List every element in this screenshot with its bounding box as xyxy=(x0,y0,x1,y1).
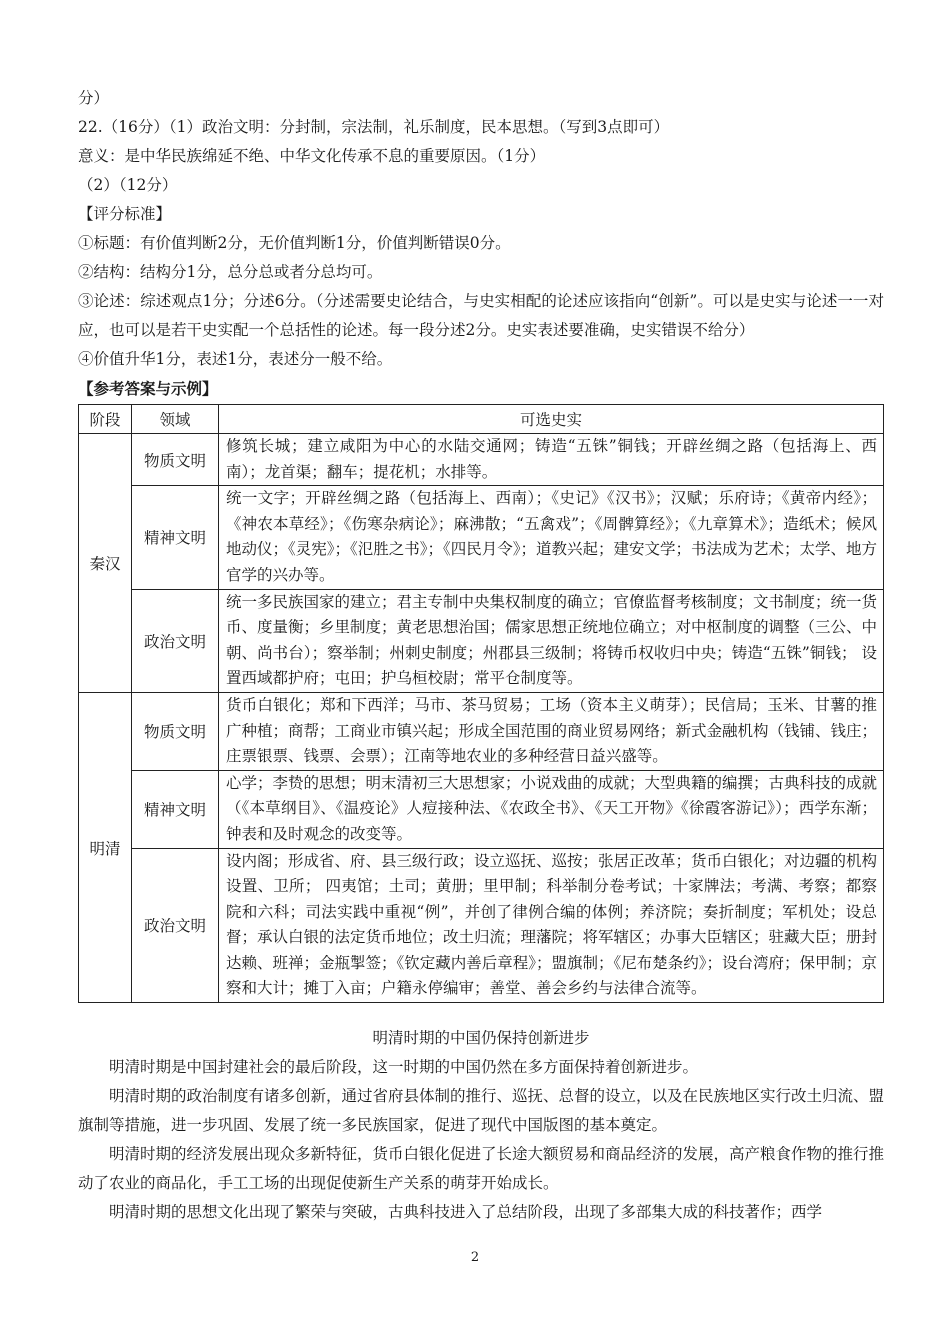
document-body xyxy=(78,84,884,1227)
table-row xyxy=(79,770,884,848)
field-cell: 物质文明 xyxy=(132,434,219,486)
field-cell: 精神文明 xyxy=(132,770,219,848)
essay-paragraph: 明清时期的思想文化出现了繁荣与突破，古典科技进入了总结阶段，出现了多部集大成的科技著作；西学 xyxy=(109,1203,823,1222)
table-row xyxy=(79,692,884,770)
stage-cell-mingqing: 明清 xyxy=(79,692,132,1002)
table-row xyxy=(79,434,884,486)
criterion-title: ①标题：有价值判断2分，无价值判断1分，价值判断错误0分。 xyxy=(78,234,511,252)
facts-cell: 货币白银化；郑和下西洋；马市、茶马贸易；工场（资本主义萌芽）；民信局；玉米、甘薯的推广种植；商帮；工商业市镇兴起；形成全国范围的商业贸易网络；新式金融机构（钱铺、钱庄；庄票银票、钱票、会票）；江南等地农业的多种经营日益兴盛等。 xyxy=(219,692,884,770)
essay-paragraph: 明清时期的经济发展出现众多新特征，货币白银化促进了长途大额贸易和商品经济的发展，高产粮食作物的推行推动了农业的商品化，手工工场的出现促使新生产关系的萌芽开始成长。 xyxy=(78,1145,885,1193)
text-line-continuation: 分） xyxy=(78,89,110,107)
field-cell: 政治文明 xyxy=(132,589,219,692)
history-facts-table xyxy=(78,404,884,1003)
field-cell: 物质文明 xyxy=(132,692,219,770)
scoring-criteria-heading: 【评分标准】 xyxy=(78,205,172,223)
sample-essay xyxy=(78,1023,884,1227)
page-number: 2 xyxy=(470,1250,480,1265)
significance-line: 意义：是中华民族绵延不绝、中华文化传承不息的重要原因。（1分） xyxy=(78,147,546,165)
stage-cell-qinhan: 秦汉 xyxy=(79,434,132,693)
field-cell: 政治文明 xyxy=(132,848,219,1003)
essay-title: 明清时期的中国仍保持创新进步 xyxy=(372,1029,590,1048)
table-row xyxy=(79,486,884,589)
reference-answer-heading: 【参考答案与示例】 xyxy=(78,379,218,398)
essay-paragraph: 明清时期的政治制度有诸多创新，通过省府县体制的推行、巡抚、总督的设立，以及在民族地区实行改土归流、盟旗制等措施，进一步巩固、发展了统一多民族国家，促进了现代中国版图的基本奠定。 xyxy=(78,1087,885,1135)
question-22-part-1: 22.（16分）（1）政治文明：分封制，宗法制，礼乐制度，民本思想。（写到3点即可） xyxy=(78,118,670,136)
header-stage: 阶段 xyxy=(79,405,132,434)
table-header-row xyxy=(79,405,884,434)
facts-cell: 设内阁；形成省、府、县三级行政；设立巡抚、巡按；张居正改革；货币白银化；对边疆的机构设置、卫所； 四夷馆；土司；黄册；里甲制；科举制分卷考试；十家牌法；考满、考察；都察院和六科；司法实践中重视“例”，并创了律例合编的体例；养济院；奏折制度；军机处；设总督；承认白银的法定货币地位；改土归流；理藩院；将军辖区；办事大臣辖区；驻藏大臣；册封达赖、班禅；金瓶掣签；《钦定藏内善后章程》；盟旗制；《尼布楚条约》；设台湾府；保甲制；京察和大计；摊丁入亩；户籍永停编审；善堂、善会乡约与法律合流等。 xyxy=(219,848,884,1003)
table-row xyxy=(79,848,884,1003)
criterion-structure: ②结构：结构分1分，总分总或者分总均可。 xyxy=(78,263,383,281)
header-field: 领域 xyxy=(132,405,219,434)
essay-paragraph: 明清时期是中国封建社会的最后阶段，这一时期的中国仍然在多方面保持着创新进步。 xyxy=(109,1058,699,1077)
facts-cell: 统一文字；开辟丝绸之路（包括海上、西南）；《史记》《汉书》；汉赋；乐府诗；《黄帝内经》；《神农本草经》；《伤寒杂病论》；麻沸散；“五禽戏”；《周髀算经》；《九章算术》；造纸术；候风地动仪；《灵宪》；《氾胜之书》；《四民月令》；道教兴起；建安文学；书法成为艺术；太学、地方官学的兴办等。 xyxy=(219,486,884,589)
facts-cell: 修筑长城；建立咸阳为中心的水陆交通网；铸造“五铢”铜钱；开辟丝绸之路（包括海上、西南）；龙首渠；翻车；提花机；水排等。 xyxy=(219,434,884,486)
criterion-value: ④价值升华1分，表述1分，表述分一般不给。 xyxy=(78,350,393,368)
header-facts: 可选史实 xyxy=(219,405,884,434)
table-row xyxy=(79,589,884,692)
facts-cell: 统一多民族国家的建立；君主专制中央集权制度的确立；官僚监督考核制度；文书制度；统一货币、度量衡；乡里制度；黄老思想治国；儒家思想正统地位确立；对中枢制度的调整（三公、中朝、尚书台）；察举制；州刺史制度；州郡县三级制；将铸币权收归中央；铸造“五铢”铜钱； 设置西域都护府；屯田；护乌桓校尉；常平仓制度等。 xyxy=(219,589,884,692)
facts-cell: 心学；李贽的思想；明末清初三大思想家；小说戏曲的成就；大型典籍的编撰；古典科技的成就（《本草纲目》、《温疫论》人痘接种法、《农政全书》、《天工开物》《徐霞客游记》）；西学东渐；钟表和及时观念的改变等。 xyxy=(219,770,884,848)
criterion-argument: ③论述：综述观点1分；分述6分。（分述需要史论结合，与史实相配的论述应该指向“创新”。可以是史实与论述一一对应，也可以是若干史实配一个总括性的论述。每一段分述2分。史实表述要准确，史实错误不给分） xyxy=(78,292,884,339)
field-cell: 精神文明 xyxy=(132,486,219,589)
question-22-part-2: （2）（12分） xyxy=(78,176,178,194)
